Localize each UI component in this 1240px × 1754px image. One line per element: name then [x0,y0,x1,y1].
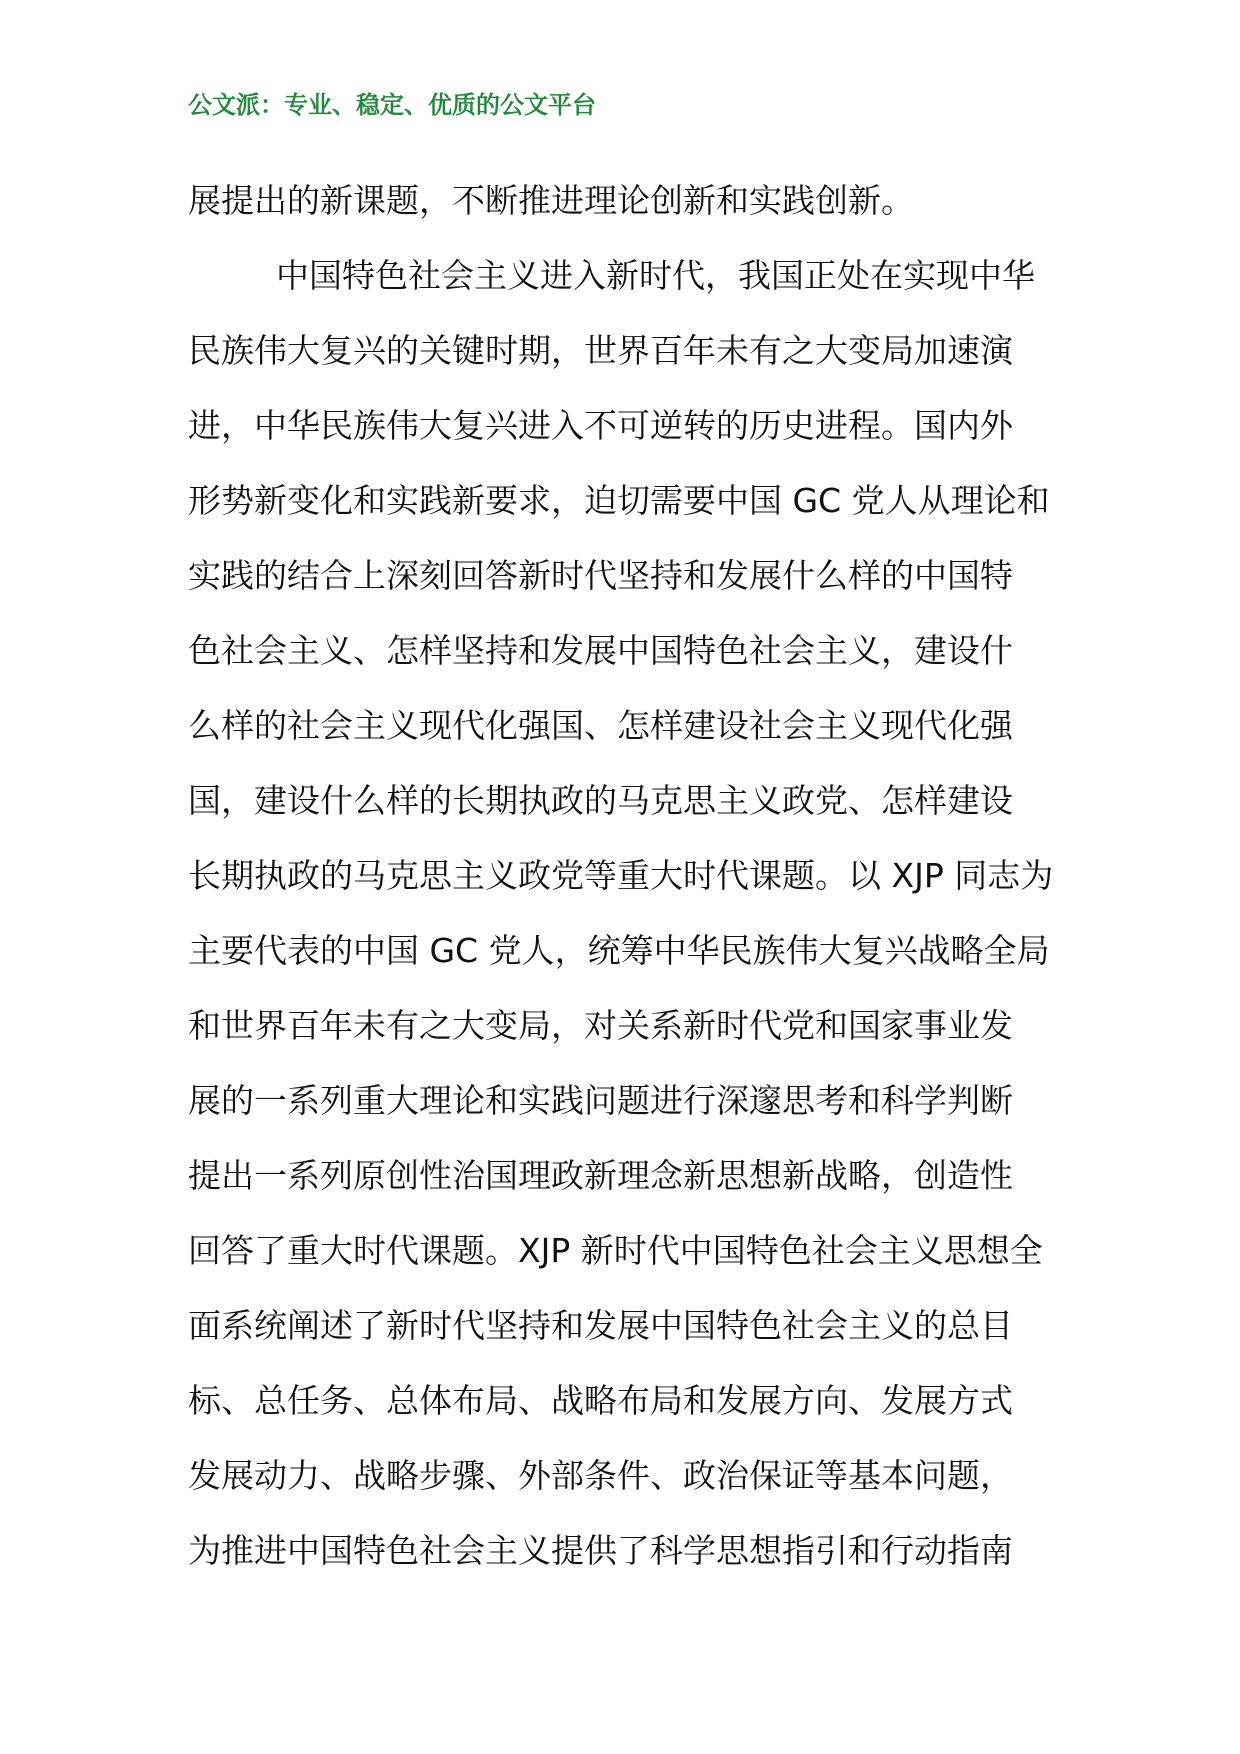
paragraph-line: 和世界百年未有之大变局，对关系新时代党和国家事业发 [188,1006,1013,1045]
paragraph-line: 色社会主义、怎样坚持和发展中国特色社会主义，建设什 [188,631,1013,670]
paragraph-line: 回答了重大时代课题。XJP 新时代中国特色社会主义思想全 [188,1231,1043,1270]
paragraph-line: 标、总任务、总体布局、战略布局和发展方向、发展方式 [188,1381,1013,1420]
paragraph-line: 提出一系列原创性治国理政新理念新思想新战略，创造性 [188,1156,1013,1195]
paragraph-line: 展提出的新课题，不断推进理论创新和实践创新。 [188,181,914,220]
paragraph-line: 长期执政的马克思主义政党等重大时代课题。以 XJP 同志为 [188,856,1054,895]
paragraph-line: 主要代表的中国 GC 党人，统筹中华民族伟大复兴战略全局 [188,931,1050,970]
paragraph-line: 进，中华民族伟大复兴进入不可逆转的历史进程。国内外 [188,406,1013,445]
paragraph-line: 中国特色社会主义进入新时代，我国正处在实现中华 [276,256,1035,295]
document-body [188,163,1060,1588]
paragraph-line: 发展动力、战略步骤、外部条件、政治保证等基本问题， [188,1456,1013,1495]
page-header: 公文派：专业、稳定、优质的公文平台 [188,91,596,119]
paragraph-line: 面系统阐述了新时代坚持和发展中国特色社会主义的总目 [188,1306,1013,1345]
paragraph-line: 为推进中国特色社会主义提供了科学思想指引和行动指南 [188,1531,1013,1570]
paragraph-line: 国，建设什么样的长期执政的马克思主义政党、怎样建设 [188,781,1013,820]
paragraph-line: 实践的结合上深刻回答新时代坚持和发展什么样的中国特 [188,556,1013,595]
paragraph-line: 展的一系列重大理论和实践问题进行深邃思考和科学判断 [188,1081,1013,1120]
paragraph-line: 么样的社会主义现代化强国、怎样建设社会主义现代化强 [188,706,1013,745]
paragraph-line: 形势新变化和实践新要求，迫切需要中国 GC 党人从理论和 [188,481,1050,520]
paragraph-line: 民族伟大复兴的关键时期，世界百年未有之大变局加速演 [188,331,1013,370]
